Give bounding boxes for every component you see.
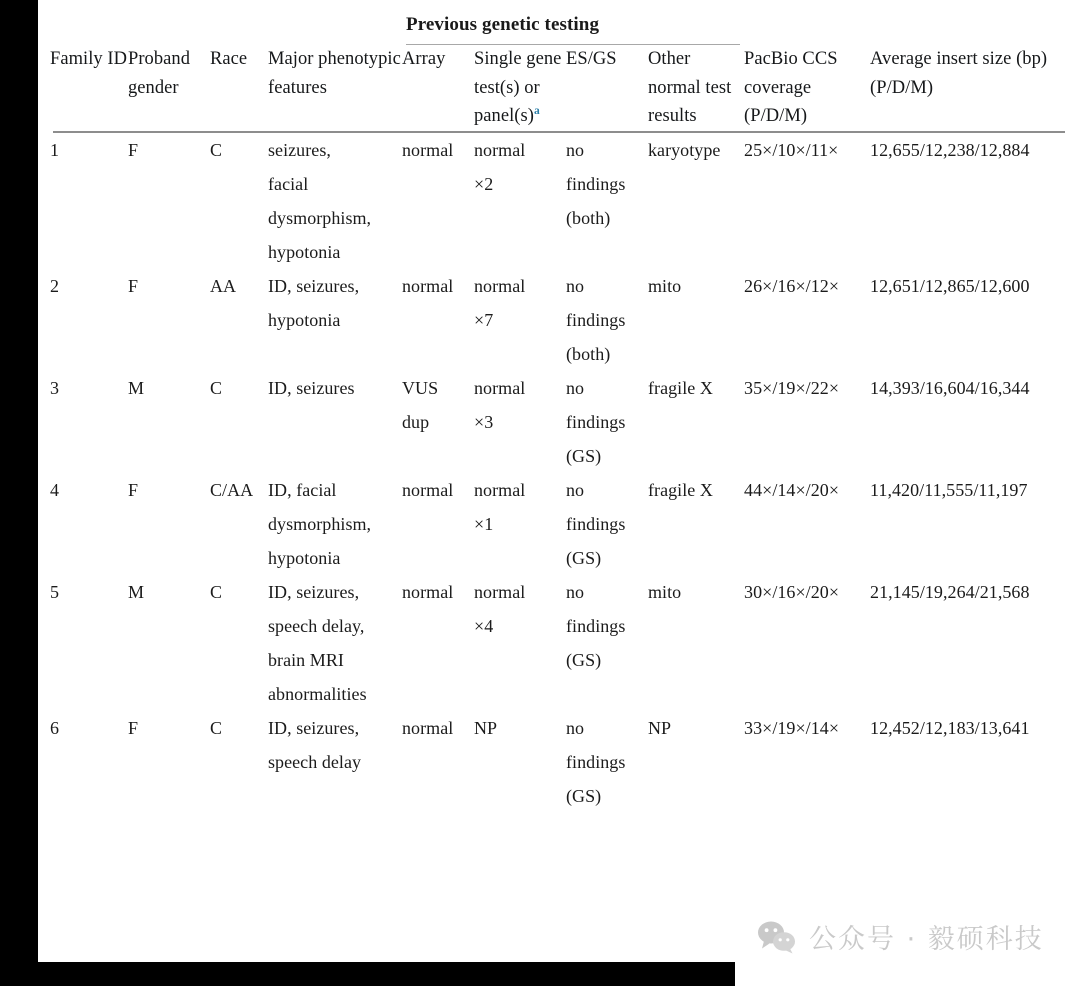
- cell-line: ID, seizures,: [268, 275, 360, 296]
- cell-line: C: [210, 581, 223, 602]
- cell-family-id: [50, 133, 128, 269]
- cell-other: [648, 711, 744, 813]
- cell-line: ID, seizures,: [268, 717, 360, 738]
- cell-esgs: [566, 473, 648, 575]
- cell-gender: [128, 371, 210, 473]
- cell-phenotype: [268, 269, 402, 371]
- cell-line: ×7: [474, 309, 494, 330]
- cell-phenotype: [268, 371, 402, 473]
- cell-race: [210, 711, 268, 813]
- cell-array: [402, 269, 474, 371]
- cell-panel: [474, 473, 566, 575]
- cell-line: NP: [474, 717, 498, 738]
- cell-panel: [474, 371, 566, 473]
- cell-line: C: [210, 377, 223, 398]
- header-line: Proband: [128, 49, 191, 69]
- cell-phenotype: [268, 133, 402, 269]
- header-line-text: panel(s): [474, 106, 534, 126]
- cell-line: ×1: [474, 513, 494, 534]
- cell-line: 14,393/16,604/16,344: [870, 377, 1030, 398]
- cell-insert-size: [870, 133, 1068, 269]
- cell-phenotype: [268, 473, 402, 575]
- cell-line: 12,655/12,238/12,884: [870, 139, 1030, 160]
- cell-line: 30×/16×/20×: [744, 581, 840, 602]
- cell-esgs: [566, 269, 648, 371]
- cell-line: normal: [474, 377, 526, 398]
- cell-race: [210, 473, 268, 575]
- cell-line: no: [566, 717, 585, 738]
- cell-line: ×4: [474, 615, 494, 636]
- cell-coverage: [744, 473, 870, 575]
- cell-line: M: [128, 581, 145, 602]
- cell-line: normal: [474, 275, 526, 296]
- cell-line: dysmorphism,: [268, 513, 372, 534]
- cell-line: (GS): [566, 785, 602, 806]
- cell-line: C: [210, 717, 223, 738]
- cell-line: AA: [210, 275, 237, 296]
- cell-insert-size: [870, 269, 1068, 371]
- header-line: results: [648, 106, 697, 126]
- spanner-previous-genetic-testing: [402, 6, 744, 45]
- cell-line: findings: [566, 411, 626, 432]
- cell-line: fragile X: [648, 479, 713, 500]
- cell-line: (GS): [566, 649, 602, 670]
- cell-line: 33×/19×/14×: [744, 717, 840, 738]
- cell-line: normal: [402, 275, 454, 296]
- cell-esgs: [566, 133, 648, 269]
- cell-coverage: [744, 711, 870, 813]
- cell-line: 35×/19×/22×: [744, 377, 840, 398]
- table-row: [50, 269, 1068, 371]
- header-line: gender: [128, 77, 179, 98]
- spanner-label: Previous genetic testing: [406, 14, 600, 35]
- header-line: gene: [526, 49, 562, 69]
- spanner-spacer: [50, 6, 128, 45]
- spanner-spacer: [268, 6, 402, 45]
- cell-line: no: [566, 377, 585, 398]
- cell-line: no: [566, 479, 585, 500]
- header-line: normal: [648, 77, 701, 98]
- cell-other: [648, 473, 744, 575]
- cell-family-id: [50, 269, 128, 371]
- table-row: [50, 575, 1068, 711]
- cell-line: normal: [402, 479, 454, 500]
- col-header-pacbio-ccs-coverage: [744, 45, 870, 131]
- table-head: [50, 6, 1068, 133]
- cell-line: C: [210, 139, 223, 160]
- header-line: PacBio CCS: [744, 49, 838, 69]
- header-line: (P/D/M): [744, 106, 808, 126]
- header-line: Other: [648, 49, 691, 69]
- header-line: ID: [107, 49, 128, 69]
- cell-line: ID, seizures,: [268, 581, 360, 602]
- cell-insert-size: [870, 711, 1068, 813]
- cell-esgs: [566, 575, 648, 711]
- cell-line: F: [128, 717, 139, 738]
- cell-line: dup: [402, 411, 430, 432]
- cell-line: findings: [566, 309, 626, 330]
- header-line: features: [268, 77, 327, 98]
- cell-line: abnormalities: [268, 683, 367, 704]
- cell-race: [210, 371, 268, 473]
- cell-family-id: [50, 473, 128, 575]
- cell-line: findings: [566, 173, 626, 194]
- header-line: (bp) (P/D/M): [870, 49, 1048, 98]
- cell-line: mito: [648, 275, 682, 296]
- cell-line: findings: [566, 513, 626, 534]
- cell-line: 21,145/19,264/21,568: [870, 581, 1030, 602]
- footnote-ref-a[interactable]: a: [533, 104, 540, 117]
- cell-panel: [474, 575, 566, 711]
- col-header-single-gene-test-or-panel: [474, 45, 566, 131]
- cell-coverage: [744, 575, 870, 711]
- header-line: Array: [402, 49, 446, 69]
- cell-line: karyotype: [648, 139, 721, 160]
- cell-line: 26×/16×/12×: [744, 275, 840, 296]
- cell-line: no: [566, 581, 585, 602]
- cell-line: (both): [566, 207, 611, 228]
- cell-line: findings: [566, 615, 626, 636]
- cell-line: no: [566, 275, 585, 296]
- cell-race: [210, 575, 268, 711]
- table-row: [50, 711, 1068, 813]
- cell-insert-size: [870, 575, 1068, 711]
- col-header-other-normal-test-results: [648, 45, 744, 131]
- cell-esgs: [566, 371, 648, 473]
- cell-other: [648, 133, 744, 269]
- cell-family-id: [50, 371, 128, 473]
- cell-line: hypotonia: [268, 241, 341, 262]
- cell-other: [648, 575, 744, 711]
- cell-other: [648, 371, 744, 473]
- header-line: coverage: [744, 77, 812, 98]
- cell-panel: [474, 133, 566, 269]
- cell-gender: [128, 711, 210, 813]
- col-header-proband-gender: [128, 45, 210, 131]
- col-header-race: [210, 45, 268, 131]
- cell-line: findings: [566, 751, 626, 772]
- header-line: ES/GS: [566, 49, 617, 69]
- cell-line: VUS: [402, 377, 439, 398]
- cell-line: 4: [50, 479, 60, 500]
- cell-family-id: [50, 575, 128, 711]
- col-header-average-insert-size: [870, 45, 1068, 131]
- cell-line: 25×/10×/11×: [744, 139, 839, 160]
- cell-array: [402, 711, 474, 813]
- cell-other: [648, 269, 744, 371]
- cell-array: [402, 575, 474, 711]
- cell-line: 11,420/11,555/11,197: [870, 479, 1028, 500]
- cell-line: 1: [50, 139, 60, 160]
- cell-line: ID, seizures: [268, 377, 355, 398]
- cell-line: ×2: [474, 173, 494, 194]
- cell-insert-size: [870, 371, 1068, 473]
- spanner-spacer: [744, 6, 870, 45]
- cell-esgs: [566, 711, 648, 813]
- cell-line: no: [566, 139, 585, 160]
- cell-race: [210, 133, 268, 269]
- cell-line: ×3: [474, 411, 494, 432]
- cell-line: speech delay,: [268, 615, 365, 636]
- header-row: [50, 45, 1068, 131]
- cell-line: 2: [50, 275, 60, 296]
- cell-line: 44×/14×/20×: [744, 479, 840, 500]
- cell-line: (both): [566, 343, 611, 364]
- cell-line: 12,651/12,865/12,600: [870, 275, 1030, 296]
- header-line: Race: [210, 49, 248, 69]
- cell-line: F: [128, 275, 139, 296]
- spanner-spacer: [210, 6, 268, 45]
- cell-line: (GS): [566, 445, 602, 466]
- cell-coverage: [744, 269, 870, 371]
- cell-panel: [474, 711, 566, 813]
- cell-line: 3: [50, 377, 60, 398]
- cell-family-id: [50, 711, 128, 813]
- cell-line: normal: [402, 139, 454, 160]
- cell-line: F: [128, 479, 139, 500]
- cell-line: brain MRI: [268, 649, 344, 670]
- watermark-text: 公众号 · 毅硕科技: [809, 924, 1044, 955]
- cell-gender: [128, 269, 210, 371]
- cell-line: 12,452/12,183/13,641: [870, 717, 1030, 738]
- cell-line: speech delay: [268, 751, 362, 772]
- spanner-spacer: [870, 6, 1068, 45]
- header-line: Major: [268, 49, 314, 69]
- header-line: Single: [474, 49, 522, 69]
- header-line: phenotypic: [318, 49, 401, 69]
- table-row: [50, 133, 1068, 269]
- cell-line: normal: [402, 717, 454, 738]
- spanner-row: [50, 6, 1068, 45]
- cell-line: 5: [50, 581, 60, 602]
- cell-insert-size: [870, 473, 1068, 575]
- cell-line: facial: [268, 173, 309, 194]
- cell-line: M: [128, 377, 145, 398]
- cell-phenotype: [268, 575, 402, 711]
- genetic-testing-table: [50, 6, 1068, 813]
- cell-phenotype: [268, 711, 402, 813]
- cell-line: (GS): [566, 547, 602, 568]
- cell-line: ID, facial: [268, 479, 337, 500]
- cell-line: mito: [648, 581, 682, 602]
- table-body: [50, 133, 1068, 813]
- cell-coverage: [744, 371, 870, 473]
- cell-line: hypotonia: [268, 547, 341, 568]
- cell-line: normal: [474, 581, 526, 602]
- cell-array: [402, 473, 474, 575]
- col-header-major-phenotypic-features: [268, 45, 402, 131]
- cell-array: [402, 133, 474, 269]
- header-line-with-footnote: [474, 106, 540, 126]
- spanner-spacer: [128, 6, 210, 45]
- cell-line: F: [128, 139, 139, 160]
- cell-race: [210, 269, 268, 371]
- cell-gender: [128, 133, 210, 269]
- cell-line: hypotonia: [268, 309, 341, 330]
- cell-line: 6: [50, 717, 60, 738]
- cell-line: C/AA: [210, 479, 254, 500]
- header-line: Family: [50, 49, 103, 69]
- cell-line: fragile X: [648, 377, 713, 398]
- cell-coverage: [744, 133, 870, 269]
- header-line: test: [705, 77, 732, 98]
- table-container: [38, 0, 1080, 962]
- table-row: [50, 473, 1068, 575]
- cell-gender: [128, 575, 210, 711]
- table-row: [50, 371, 1068, 473]
- cell-line: seizures,: [268, 139, 331, 160]
- cell-panel: [474, 269, 566, 371]
- cell-line: normal: [474, 479, 526, 500]
- cell-line: dysmorphism,: [268, 207, 372, 228]
- cell-line: normal: [474, 139, 526, 160]
- cell-line: normal: [402, 581, 454, 602]
- col-header-array: [402, 45, 474, 131]
- cell-array: [402, 371, 474, 473]
- cell-line: NP: [648, 717, 672, 738]
- header-line: Average insert size: [870, 49, 1012, 69]
- cell-gender: [128, 473, 210, 575]
- col-header-family-id: [50, 45, 128, 131]
- col-header-es-gs: [566, 45, 648, 131]
- header-line: test(s) or: [474, 77, 540, 98]
